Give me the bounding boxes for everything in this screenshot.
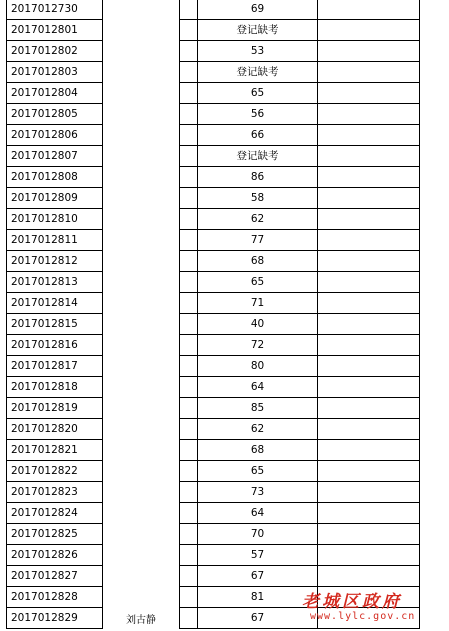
blank-cell [180,251,198,272]
exam-id-cell: 2017012825 [7,524,103,545]
exam-id-cell: 2017012806 [7,125,103,146]
exam-id-cell: 2017012813 [7,272,103,293]
blank-cell [180,41,198,62]
exam-id-cell: 2017012829 [7,608,103,629]
name-cell [103,104,180,125]
exam-id-cell: 2017012826 [7,545,103,566]
score-cell: 53 [198,41,318,62]
name-cell [103,209,180,230]
blank-cell [180,230,198,251]
remark-cell [318,566,420,587]
exam-id-cell: 2017012819 [7,398,103,419]
name-cell [103,524,180,545]
score-cell: 40 [198,314,318,335]
remark-cell [318,251,420,272]
blank-cell [180,167,198,188]
score-sheet [6,0,415,629]
exam-id-cell: 2017012804 [7,83,103,104]
score-cell: 66 [198,125,318,146]
blank-cell [180,566,198,587]
score-cell: 65 [198,461,318,482]
exam-id-cell: 2017012823 [7,482,103,503]
table-row [7,83,420,104]
exam-id-cell: 2017012816 [7,335,103,356]
table-row [7,62,420,83]
exam-id-cell: 2017012828 [7,587,103,608]
remark-cell [318,230,420,251]
blank-cell [180,545,198,566]
score-cell: 67 [198,608,318,629]
name-cell [103,566,180,587]
exam-id-cell: 2017012809 [7,188,103,209]
score-cell: 85 [198,398,318,419]
exam-id-cell: 2017012802 [7,41,103,62]
score-cell: 68 [198,440,318,461]
exam-id-cell: 2017012801 [7,20,103,41]
blank-cell [180,356,198,377]
name-cell: 刘古静 [126,614,156,626]
table-row [7,314,420,335]
exam-id-cell: 2017012811 [7,230,103,251]
exam-id-cell: 2017012824 [7,503,103,524]
blank-cell [180,377,198,398]
name-cell [103,125,180,146]
score-cell: 80 [198,356,318,377]
score-cell: 72 [198,335,318,356]
table-row [7,0,420,20]
score-table [6,0,420,629]
remark-cell [318,62,420,83]
table-row [7,461,420,482]
remark-cell [318,440,420,461]
name-cell [103,356,180,377]
remark-cell [318,419,420,440]
table-row [7,293,420,314]
exam-id-cell: 2017012817 [7,356,103,377]
score-cell: 81 [198,587,318,608]
remark-cell [318,20,420,41]
score-cell: 64 [198,503,318,524]
table-row [7,503,420,524]
blank-cell [180,125,198,146]
score-cell: 77 [198,230,318,251]
remark-cell [318,272,420,293]
name-cell [103,83,180,104]
name-cell [103,482,180,503]
table-row [7,335,420,356]
name-cell [103,545,180,566]
score-cell: 登记缺考 [198,146,318,167]
score-cell: 登记缺考 [198,62,318,83]
table-row [7,167,420,188]
table-row [7,566,420,587]
exam-id-cell: 2017012820 [7,419,103,440]
remark-cell [318,524,420,545]
remark-cell [318,83,420,104]
score-cell: 68 [198,251,318,272]
remark-cell [318,335,420,356]
remark-cell [318,146,420,167]
blank-cell [180,209,198,230]
blank-cell [180,587,198,608]
blank-cell [180,83,198,104]
table-row [7,440,420,461]
name-cell [103,293,180,314]
table-row [7,104,420,125]
table-row [7,251,420,272]
table-row [7,356,420,377]
name-cell [103,398,180,419]
exam-id-cell: 2017012803 [7,62,103,83]
table-row [7,377,420,398]
name-cell [103,440,180,461]
exam-id-cell: 2017012808 [7,167,103,188]
blank-cell [180,398,198,419]
remark-cell [318,293,420,314]
remark-cell [318,377,420,398]
remark-cell [318,104,420,125]
exam-id-cell: 2017012805 [7,104,103,125]
table-row [7,272,420,293]
name-cell [103,230,180,251]
blank-cell [180,314,198,335]
exam-id-cell: 2017012815 [7,314,103,335]
table-row [7,524,420,545]
remark-cell [318,314,420,335]
blank-cell [180,272,198,293]
name-cell [103,314,180,335]
remark-cell [318,125,420,146]
score-cell: 57 [198,545,318,566]
name-cell [103,377,180,398]
name-cell [103,335,180,356]
blank-cell [180,608,198,629]
score-cell: 65 [198,83,318,104]
remark-cell [318,209,420,230]
exam-id-cell: 2017012814 [7,293,103,314]
blank-cell [180,0,198,20]
blank-cell [180,503,198,524]
remark-cell [318,188,420,209]
table-row [7,209,420,230]
blank-cell [180,461,198,482]
name-cell [103,419,180,440]
blank-cell [180,104,198,125]
remark-cell [318,545,420,566]
remark-cell [318,482,420,503]
score-cell: 70 [198,524,318,545]
score-cell: 71 [198,293,318,314]
remark-cell [318,398,420,419]
blank-cell [180,419,198,440]
score-cell: 73 [198,482,318,503]
blank-cell [180,146,198,167]
exam-id-cell: 2017012730 [7,0,103,20]
name-cell [103,41,180,62]
name-cell [103,20,180,41]
remark-cell [318,167,420,188]
blank-cell [180,482,198,503]
name-cell [103,461,180,482]
table-row [7,188,420,209]
watermark-url: www.lylc.gov.cn [310,611,416,622]
table-row [7,125,420,146]
name-cell [103,146,180,167]
exam-id-cell: 2017012807 [7,146,103,167]
name-cell [103,188,180,209]
table-row [7,398,420,419]
blank-cell [180,20,198,41]
name-cell [103,62,180,83]
score-cell: 67 [198,566,318,587]
name-cell [103,167,180,188]
remark-cell [318,461,420,482]
exam-id-cell: 2017012827 [7,566,103,587]
blank-cell [180,62,198,83]
score-cell: 64 [198,377,318,398]
exam-id-cell: 2017012812 [7,251,103,272]
name-cell [103,251,180,272]
table-row [7,146,420,167]
exam-id-cell: 2017012822 [7,461,103,482]
blank-cell [180,293,198,314]
remark-cell [318,41,420,62]
table-row [7,41,420,62]
table-row [7,545,420,566]
blank-cell [180,524,198,545]
name-cell [103,587,180,608]
blank-cell [180,188,198,209]
score-cell: 65 [198,272,318,293]
exam-id-cell: 2017012821 [7,440,103,461]
score-cell: 62 [198,419,318,440]
score-cell: 62 [198,209,318,230]
name-cell [103,0,180,20]
table-row [7,419,420,440]
watermark [302,587,432,631]
score-cell: 登记缺考 [198,20,318,41]
table-row [7,20,420,41]
table-row [7,230,420,251]
watermark-title: 老城区政府 [302,592,402,612]
blank-cell [180,440,198,461]
exam-id-cell: 2017012810 [7,209,103,230]
score-cell: 86 [198,167,318,188]
remark-cell [318,0,420,20]
score-cell: 69 [198,0,318,20]
name-cell [103,503,180,524]
table-row [7,482,420,503]
blank-cell [180,335,198,356]
remark-cell [318,503,420,524]
remark-cell [318,356,420,377]
exam-id-cell: 2017012818 [7,377,103,398]
score-cell: 56 [198,104,318,125]
table-body [7,0,420,629]
name-cell [103,272,180,293]
score-cell: 58 [198,188,318,209]
